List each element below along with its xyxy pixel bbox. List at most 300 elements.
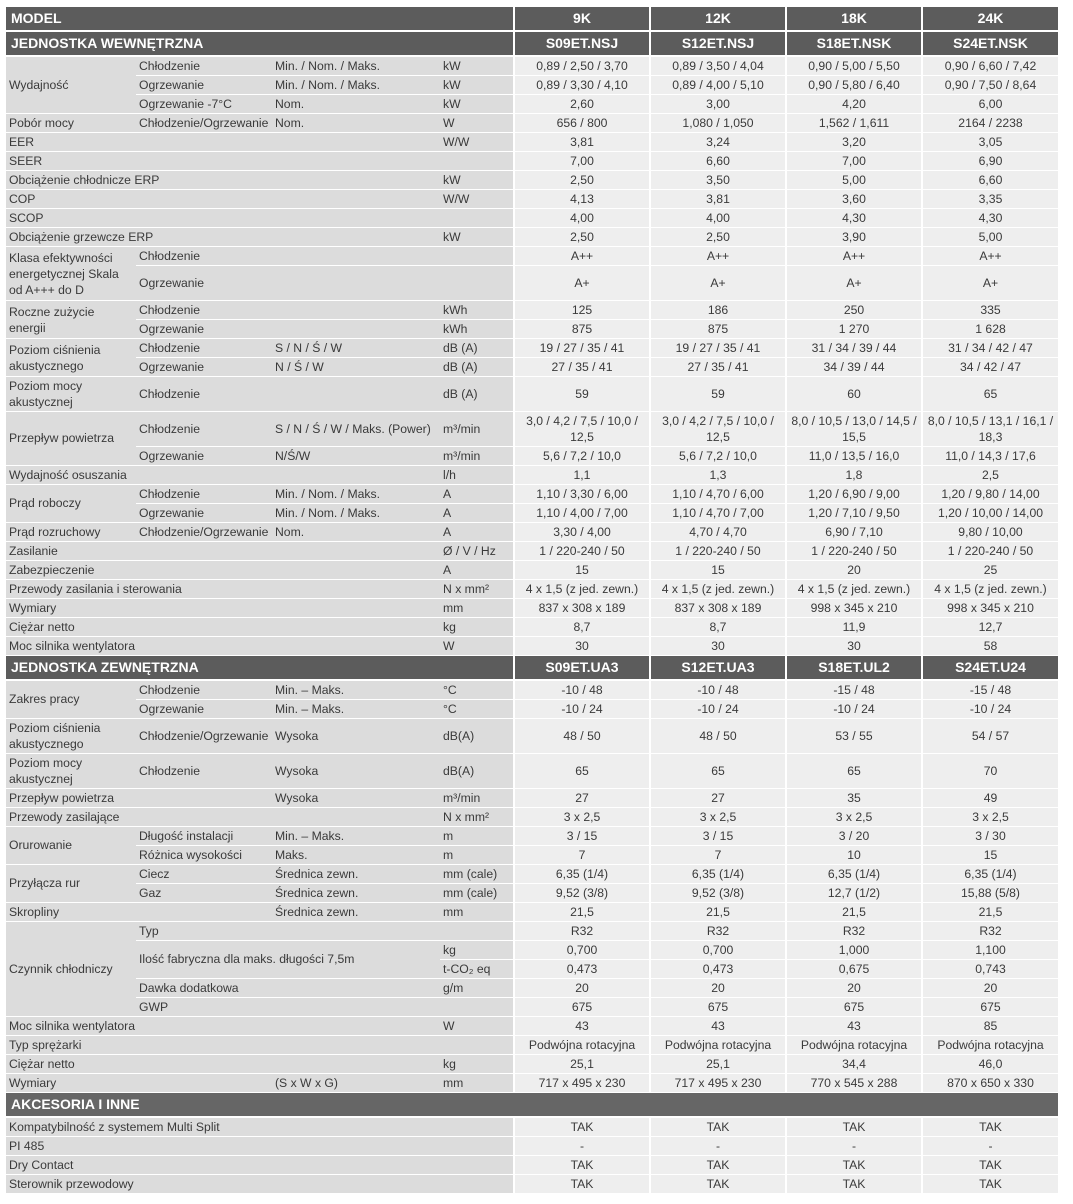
row-label: Chłodzenie — [136, 377, 272, 412]
value-cell: 25 — [922, 561, 1058, 580]
value-cell: 6,35 (1/4) — [922, 865, 1058, 884]
capacity-18k: 18K — [786, 7, 922, 31]
value-cell: 0,90 / 6,60 / 7,42 — [922, 56, 1058, 76]
value-cell: 3,81 — [514, 133, 650, 152]
value-cell: 675 — [922, 998, 1058, 1017]
value-cell: 3,81 — [650, 190, 786, 209]
row-label — [440, 1036, 514, 1055]
value-cell: TAK — [786, 1117, 922, 1137]
row-label: Ciężar netto — [6, 1055, 440, 1074]
value-cell: 0,700 — [650, 941, 786, 960]
value-cell: - — [514, 1137, 650, 1156]
value-cell: A+ — [922, 266, 1058, 301]
value-cell: 1,3 — [650, 466, 786, 485]
row-label: Przepływ powietrza — [6, 789, 136, 808]
value-cell: 4,13 — [514, 190, 650, 209]
capacity-9k: 9K — [514, 7, 650, 31]
indoor-section-title: JEDNOSTKA WEWNĘTRZNA — [6, 31, 514, 56]
value-cell: 1,20 / 7,10 / 9,50 — [786, 504, 922, 523]
value-cell: Podwójna rotacyjna — [650, 1036, 786, 1055]
spec-row — [6, 637, 1058, 656]
row-label: m³/min — [440, 412, 514, 447]
value-cell: -15 / 48 — [786, 680, 922, 700]
value-cell: R32 — [514, 922, 650, 941]
value-cell: 12,7 (1/2) — [786, 884, 922, 903]
spec-row — [6, 247, 1058, 266]
value-cell: 21,5 — [786, 903, 922, 922]
value-cell: 0,473 — [514, 960, 650, 979]
value-cell: 186 — [650, 301, 786, 320]
row-label: Chłodzenie — [136, 680, 272, 700]
spec-row — [6, 618, 1058, 637]
spec-row — [6, 190, 1058, 209]
indoor-section-row — [6, 31, 1058, 56]
row-label: Moc silnika wentylatora — [6, 1017, 440, 1036]
value-cell: 3 x 2,5 — [922, 808, 1058, 827]
spec-row — [6, 719, 1058, 754]
row-label: Ogrzewanie — [136, 76, 272, 95]
row-label: Zasilanie — [6, 542, 440, 561]
row-label: Dawka dodatkowa — [136, 979, 440, 998]
spec-row — [6, 95, 1058, 114]
value-cell: 0,473 — [650, 960, 786, 979]
row-label: g/m — [440, 979, 514, 998]
row-label: dB (A) — [440, 377, 514, 412]
row-label: Skropliny — [6, 903, 136, 922]
row-label: A — [440, 523, 514, 542]
value-cell: 6,90 — [922, 152, 1058, 171]
value-cell: 2,50 — [650, 228, 786, 247]
outdoor-model: S09ET.UA3 — [514, 656, 650, 681]
row-label: GWP — [136, 998, 440, 1017]
value-cell: R32 — [650, 922, 786, 941]
row-label: Różnica wysokości — [136, 846, 272, 865]
value-cell: 770 x 545 x 288 — [786, 1074, 922, 1093]
value-cell: 3,50 — [650, 171, 786, 190]
spec-row — [6, 228, 1058, 247]
row-label: t-CO₂ eq — [440, 960, 514, 979]
row-label — [440, 998, 514, 1017]
row-label: m — [440, 846, 514, 865]
row-label: Poziom ciśnienia akustycznego — [6, 339, 136, 377]
row-label: Czynnik chłodniczy — [6, 922, 136, 1017]
value-cell: 1,20 / 6,90 / 9,00 — [786, 485, 922, 504]
spec-row — [6, 808, 1058, 827]
spec-row — [6, 1175, 1058, 1194]
value-cell: 4,00 — [514, 209, 650, 228]
value-cell: 998 x 345 x 210 — [922, 599, 1058, 618]
row-label: Typ — [136, 922, 440, 941]
value-cell: 3,0 / 4,2 / 7,5 / 10,0 / 12,5 — [514, 412, 650, 447]
row-label: °C — [440, 680, 514, 700]
row-label: dB(A) — [440, 719, 514, 754]
value-cell: 675 — [786, 998, 922, 1017]
row-label: Długość instalacji — [136, 827, 272, 846]
row-label: kW — [440, 228, 514, 247]
row-label: W — [440, 1017, 514, 1036]
value-cell: 6,60 — [650, 152, 786, 171]
row-label: kW — [440, 76, 514, 95]
value-cell: 31 / 34 / 42 / 47 — [922, 339, 1058, 358]
row-label: kg — [440, 1055, 514, 1074]
row-label: m³/min — [440, 447, 514, 466]
row-label: (S x W x G) — [272, 1074, 440, 1093]
row-label: dB (A) — [440, 339, 514, 358]
value-cell: 1,1 — [514, 466, 650, 485]
value-cell: 1,8 — [786, 466, 922, 485]
value-cell: 4,30 — [922, 209, 1058, 228]
indoor-model: S09ET.NSJ — [514, 31, 650, 56]
row-label: Kompatybilność z systemem Multi Split — [6, 1117, 514, 1137]
value-cell: 1,100 — [922, 941, 1058, 960]
value-cell: 870 x 650 x 330 — [922, 1074, 1058, 1093]
row-label — [440, 152, 514, 171]
value-cell: 0,90 / 5,00 / 5,50 — [786, 56, 922, 76]
outdoor-section-row — [6, 656, 1058, 681]
spec-row — [6, 320, 1058, 339]
row-label: S / N / Ś / W / Maks. (Power) — [272, 412, 440, 447]
row-label: Wydajność osuszania — [6, 466, 440, 485]
value-cell: - — [786, 1137, 922, 1156]
accessories-section-row — [6, 1093, 1058, 1118]
row-label: SCOP — [6, 209, 440, 228]
spec-row — [6, 1117, 1058, 1137]
value-cell: 335 — [922, 301, 1058, 320]
spec-row — [6, 56, 1058, 76]
row-label: Chłodzenie — [136, 301, 272, 320]
spec-row — [6, 884, 1058, 903]
value-cell: 27 / 35 / 41 — [514, 358, 650, 377]
row-label: Średnica zewn. — [272, 903, 440, 922]
value-cell: 2,5 — [922, 466, 1058, 485]
value-cell: 875 — [514, 320, 650, 339]
spec-row — [6, 599, 1058, 618]
value-cell: 27 / 35 / 41 — [650, 358, 786, 377]
value-cell: 20 — [786, 979, 922, 998]
row-label — [272, 266, 440, 301]
value-cell: 2,50 — [514, 171, 650, 190]
row-label: Ciecz — [136, 865, 272, 884]
value-cell: 5,6 / 7,2 / 10,0 — [514, 447, 650, 466]
value-cell: 20 — [786, 561, 922, 580]
value-cell: 0,89 / 3,30 / 4,10 — [514, 76, 650, 95]
value-cell: 3 x 2,5 — [786, 808, 922, 827]
row-label: Ogrzewanie — [136, 266, 272, 301]
outdoor-model: S12ET.UA3 — [650, 656, 786, 681]
row-label: Klasa efektywności energetycznej Skala od A+++ do D — [6, 247, 136, 301]
value-cell: 675 — [514, 998, 650, 1017]
spec-row — [6, 412, 1058, 447]
spec-row — [6, 209, 1058, 228]
row-label: Pobór mocy — [6, 114, 136, 133]
spec-row — [6, 903, 1058, 922]
value-cell: 30 — [514, 637, 650, 656]
row-label: Roczne zużycie energii — [6, 301, 136, 339]
row-label: Chłodzenie/Ogrzewanie — [136, 523, 272, 542]
value-cell: 3,90 — [786, 228, 922, 247]
value-cell: 21,5 — [650, 903, 786, 922]
value-cell: 6,00 — [922, 95, 1058, 114]
row-label: Wysoka — [272, 719, 440, 754]
row-label — [440, 209, 514, 228]
row-label: Zakres pracy — [6, 680, 136, 719]
spec-row — [6, 561, 1058, 580]
value-cell: TAK — [650, 1156, 786, 1175]
value-cell: 15 — [922, 846, 1058, 865]
spec-row — [6, 377, 1058, 412]
row-label: mm — [440, 599, 514, 618]
spec-row — [6, 114, 1058, 133]
row-label: Orurowanie — [6, 827, 136, 865]
value-cell: 8,0 / 10,5 / 13,1 / 16,1 / 18,3 — [922, 412, 1058, 447]
row-label: Poziom mocy akustycznej — [6, 754, 136, 789]
row-label — [272, 247, 440, 266]
value-cell: 25,1 — [650, 1055, 786, 1074]
spec-row — [6, 1137, 1058, 1156]
row-label: m³/min — [440, 789, 514, 808]
spec-row — [6, 998, 1058, 1017]
row-label: Typ sprężarki — [6, 1036, 440, 1055]
row-label: Ogrzewanie — [136, 447, 272, 466]
row-label: Ogrzewanie — [136, 700, 272, 719]
value-cell: 3 / 15 — [514, 827, 650, 846]
value-cell: 19 / 27 / 35 / 41 — [514, 339, 650, 358]
spec-row — [6, 789, 1058, 808]
value-cell: 3 / 30 — [922, 827, 1058, 846]
value-cell: 43 — [650, 1017, 786, 1036]
spec-row — [6, 846, 1058, 865]
row-label: Gaz — [136, 884, 272, 903]
value-cell: A++ — [650, 247, 786, 266]
value-cell: 3,00 — [650, 95, 786, 114]
value-cell: 60 — [786, 377, 922, 412]
row-label: Chłodzenie — [136, 412, 272, 447]
value-cell: 5,00 — [922, 228, 1058, 247]
row-label: Chłodzenie — [136, 247, 272, 266]
value-cell: 1 / 220-240 / 50 — [514, 542, 650, 561]
value-cell: 12,7 — [922, 618, 1058, 637]
value-cell: 1,080 / 1,050 — [650, 114, 786, 133]
row-label: Obciążenie grzewcze ERP — [6, 228, 440, 247]
row-label: W — [440, 637, 514, 656]
value-cell: 7 — [514, 846, 650, 865]
value-cell: 998 x 345 x 210 — [786, 599, 922, 618]
row-label: kW — [440, 56, 514, 76]
row-label: A — [440, 561, 514, 580]
value-cell: 35 — [786, 789, 922, 808]
row-label: Chłodzenie — [136, 339, 272, 358]
value-cell: A++ — [922, 247, 1058, 266]
value-cell: 4 x 1,5 (z jed. zewn.) — [786, 580, 922, 599]
spec-row — [6, 941, 1058, 960]
row-label: Przewody zasilające — [6, 808, 440, 827]
value-cell: 7,00 — [786, 152, 922, 171]
value-cell: -10 / 24 — [922, 700, 1058, 719]
row-label: Prąd roboczy — [6, 485, 136, 523]
spec-row — [6, 447, 1058, 466]
value-cell: 31 / 34 / 39 / 44 — [786, 339, 922, 358]
value-cell: 20 — [922, 979, 1058, 998]
row-label: mm — [440, 903, 514, 922]
value-cell: 70 — [922, 754, 1058, 789]
row-label: kW — [440, 95, 514, 114]
value-cell: 2164 / 2238 — [922, 114, 1058, 133]
row-label — [272, 377, 440, 412]
row-label: Min. / Nom. / Maks. — [272, 56, 440, 76]
value-cell: 675 — [650, 998, 786, 1017]
value-cell: 20 — [514, 979, 650, 998]
value-cell: 4,20 — [786, 95, 922, 114]
row-label: N / Ś / W — [272, 358, 440, 377]
spec-row — [6, 358, 1058, 377]
value-cell: 1,000 — [786, 941, 922, 960]
value-cell: -10 / 24 — [514, 700, 650, 719]
row-label: Poziom ciśnienia akustycznego — [6, 719, 136, 754]
value-cell: 6,60 — [922, 171, 1058, 190]
row-label: kWh — [440, 301, 514, 320]
value-cell: 5,6 / 7,2 / 10,0 — [650, 447, 786, 466]
row-label: Obciążenie chłodnicze ERP — [6, 171, 440, 190]
row-label: Min. / Nom. / Maks. — [272, 504, 440, 523]
indoor-model: S12ET.NSJ — [650, 31, 786, 56]
value-cell: 4,30 — [786, 209, 922, 228]
value-cell: 250 — [786, 301, 922, 320]
value-cell: 21,5 — [514, 903, 650, 922]
row-label: A — [440, 485, 514, 504]
row-label: Chłodzenie — [136, 754, 272, 789]
value-cell: 6,35 (1/4) — [786, 865, 922, 884]
row-label: Min. – Maks. — [272, 827, 440, 846]
value-cell: 717 x 495 x 230 — [650, 1074, 786, 1093]
row-label: EER — [6, 133, 440, 152]
row-label: W/W — [440, 133, 514, 152]
value-cell: 59 — [650, 377, 786, 412]
row-label: N x mm² — [440, 580, 514, 599]
value-cell: 3,30 / 4,00 — [514, 523, 650, 542]
value-cell: 2,60 — [514, 95, 650, 114]
value-cell: 3,05 — [922, 133, 1058, 152]
value-cell: 46,0 — [922, 1055, 1058, 1074]
row-label: dB (A) — [440, 358, 514, 377]
row-label: Nom. — [272, 523, 440, 542]
indoor-model: S24ET.NSK — [922, 31, 1058, 56]
row-label: N/Ś/W — [272, 447, 440, 466]
value-cell: TAK — [514, 1156, 650, 1175]
value-cell: 5,00 — [786, 171, 922, 190]
spec-row — [6, 827, 1058, 846]
row-label: Chłodzenie/Ogrzewanie — [136, 719, 272, 754]
value-cell: 2,50 — [514, 228, 650, 247]
row-label: Poziom mocy akustycznej — [6, 377, 136, 412]
value-cell: 3 / 15 — [650, 827, 786, 846]
value-cell: 6,35 (1/4) — [650, 865, 786, 884]
row-label: Min. – Maks. — [272, 700, 440, 719]
row-label: Ilość fabryczna dla maks. długości 7,5m — [136, 941, 440, 979]
row-label: kg — [440, 618, 514, 637]
row-label: Chłodzenie — [136, 485, 272, 504]
row-label: Przewody zasilania i sterowania — [6, 580, 440, 599]
spec-row — [6, 133, 1058, 152]
value-cell: 7,00 — [514, 152, 650, 171]
value-cell: 27 — [650, 789, 786, 808]
value-cell: 717 x 495 x 230 — [514, 1074, 650, 1093]
spec-row — [6, 171, 1058, 190]
row-label: Średnica zewn. — [272, 865, 440, 884]
row-label: Dry Contact — [6, 1156, 514, 1175]
value-cell: TAK — [922, 1117, 1058, 1137]
value-cell: -10 / 48 — [650, 680, 786, 700]
value-cell: 48 / 50 — [514, 719, 650, 754]
spec-row — [6, 266, 1058, 301]
row-label: PI 485 — [6, 1137, 514, 1156]
value-cell: 0,89 / 4,00 / 5,10 — [650, 76, 786, 95]
capacity-12k: 12K — [650, 7, 786, 31]
value-cell: 30 — [786, 637, 922, 656]
value-cell: A+ — [786, 266, 922, 301]
outdoor-model: S24ET.U24 — [922, 656, 1058, 681]
value-cell: 6,90 / 7,10 — [786, 523, 922, 542]
value-cell: 8,7 — [514, 618, 650, 637]
row-label: Ø / V / Hz — [440, 542, 514, 561]
value-cell: 11,0 / 14,3 / 17,6 — [922, 447, 1058, 466]
row-label: A — [440, 504, 514, 523]
spec-row — [6, 485, 1058, 504]
row-label: W/W — [440, 190, 514, 209]
value-cell: 9,52 (3/8) — [650, 884, 786, 903]
value-cell: A+ — [650, 266, 786, 301]
row-label: Wydajność — [6, 56, 136, 114]
value-cell: 875 — [650, 320, 786, 339]
value-cell: Podwójna rotacyjna — [922, 1036, 1058, 1055]
row-label: N x mm² — [440, 808, 514, 827]
value-cell: 85 — [922, 1017, 1058, 1036]
value-cell: Podwójna rotacyjna — [786, 1036, 922, 1055]
row-label: Wysoka — [272, 754, 440, 789]
spec-row — [6, 339, 1058, 358]
spec-row — [6, 1036, 1058, 1055]
value-cell: 1 / 220-240 / 50 — [786, 542, 922, 561]
spec-row — [6, 700, 1058, 719]
value-cell: 15,88 (5/8) — [922, 884, 1058, 903]
spec-row — [6, 1156, 1058, 1175]
value-cell: 3 x 2,5 — [650, 808, 786, 827]
row-label: Ogrzewanie — [136, 320, 272, 339]
value-cell: TAK — [650, 1117, 786, 1137]
value-cell: 19 / 27 / 35 / 41 — [650, 339, 786, 358]
row-label: Chłodzenie — [136, 56, 272, 76]
row-label: Nom. — [272, 114, 440, 133]
spec-row — [6, 922, 1058, 941]
row-label: Min. / Nom. / Maks. — [272, 76, 440, 95]
value-cell: 0,700 — [514, 941, 650, 960]
spec-row — [6, 152, 1058, 171]
value-cell: 20 — [650, 979, 786, 998]
value-cell: 1 270 — [786, 320, 922, 339]
value-cell: 3,20 — [786, 133, 922, 152]
value-cell: 4 x 1,5 (z jed. zewn.) — [514, 580, 650, 599]
value-cell: - — [922, 1137, 1058, 1156]
value-cell: 34 / 42 / 47 — [922, 358, 1058, 377]
value-cell: 0,89 / 2,50 / 3,70 — [514, 56, 650, 76]
value-cell: TAK — [650, 1175, 786, 1194]
value-cell: 65 — [514, 754, 650, 789]
indoor-model: S18ET.NSK — [786, 31, 922, 56]
value-cell: 837 x 308 x 189 — [650, 599, 786, 618]
value-cell: 54 / 57 — [922, 719, 1058, 754]
value-cell: 34,4 — [786, 1055, 922, 1074]
capacity-24k: 24K — [922, 7, 1058, 31]
value-cell: 1,20 / 10,00 / 14,00 — [922, 504, 1058, 523]
